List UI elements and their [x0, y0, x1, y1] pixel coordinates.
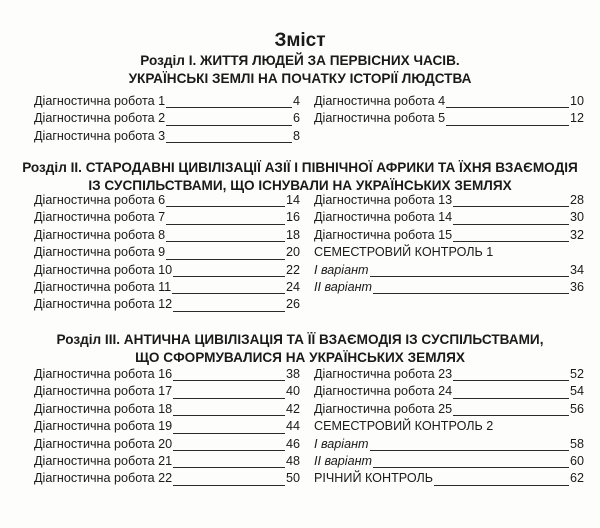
toc-leader-line	[173, 380, 285, 381]
toc-entry	[34, 93, 300, 110]
toc-entry	[34, 401, 300, 418]
toc-leader-line	[453, 398, 569, 399]
toc-entry-label: Діагностична робота 10	[34, 262, 173, 277]
toc-leader-line	[173, 415, 285, 416]
toc-entry-page-number: 26	[285, 297, 300, 312]
toc-entry-label: Діагностична робота 20	[34, 436, 173, 451]
toc-entry	[34, 128, 300, 145]
toc-entry-label: СЕМЕСТРОВИЙ КОНТРОЛЬ 2	[314, 419, 494, 434]
toc-entry-page-number: 44	[285, 419, 300, 434]
toc-entry-label: Діагностична робота 5	[314, 111, 446, 126]
toc-entry-label: Діагностична робота 12	[34, 297, 173, 312]
toc-entry-label: Діагностична робота 6	[34, 193, 166, 207]
toc-leader-line	[446, 125, 569, 126]
toc-entry-page-number: 48	[285, 453, 300, 468]
toc-entry	[34, 366, 300, 383]
toc-entry	[314, 110, 584, 127]
toc-entry-label: Діагностична робота 15	[314, 227, 453, 242]
toc-entry-label: Діагностична робота 1	[34, 94, 166, 108]
section-3-right-column	[314, 366, 584, 488]
toc-entry	[314, 244, 584, 261]
toc-leader-line	[173, 467, 285, 468]
toc-leader-line	[166, 224, 285, 225]
toc-entry-label: РІЧНИЙ КОНТРОЛЬ	[314, 471, 434, 486]
toc-entry-label: СЕМЕСТРОВИЙ КОНТРОЛЬ 1	[314, 245, 494, 260]
toc-entry-label: Діагностична робота 17	[34, 384, 173, 399]
toc-entry	[34, 227, 300, 244]
toc-entry	[34, 436, 300, 453]
toc-entry	[314, 93, 584, 110]
section-2-left-column	[34, 192, 300, 314]
toc-entry-page-number: 34	[569, 262, 584, 277]
section-3-heading	[20, 331, 580, 367]
toc-entry	[314, 470, 584, 487]
toc-leader-line	[166, 241, 285, 242]
toc-entry	[34, 296, 300, 313]
toc-entry-page-number: 62	[569, 471, 584, 486]
toc-entry	[34, 418, 300, 435]
toc-entry	[314, 209, 584, 226]
toc-entry-label: Діагностична робота 25	[314, 401, 453, 416]
toc-leader-line	[370, 276, 569, 277]
toc-entry-page-number: 52	[569, 367, 584, 381]
toc-entry-page-number: 14	[285, 193, 300, 207]
toc-entry-label: Діагностична робота 24	[314, 384, 453, 399]
toc-entry	[34, 279, 300, 296]
toc-leader-line	[453, 206, 569, 207]
toc-entry	[314, 192, 584, 209]
toc-entry	[314, 279, 584, 296]
toc-leader-line	[434, 485, 569, 486]
section-2-right-column	[314, 192, 584, 296]
toc-leader-line	[166, 142, 292, 143]
toc-entry	[34, 110, 300, 127]
toc-entry-label: Діагностична робота 14	[314, 210, 453, 225]
toc-entry	[314, 401, 584, 418]
toc-leader-line	[173, 485, 285, 486]
toc-entry	[314, 436, 584, 453]
toc-entry	[314, 418, 584, 435]
toc-leader-line	[453, 380, 569, 381]
section-1-right-column	[314, 93, 584, 128]
toc-entry-page-number: 20	[285, 245, 300, 260]
toc-entry	[34, 209, 300, 226]
toc-leader-line	[453, 241, 569, 242]
toc-entry-label: Діагностична робота 19	[34, 419, 173, 434]
toc-entry-page-number: 38	[285, 367, 300, 381]
toc-entry	[314, 227, 584, 244]
section-2-heading	[20, 159, 580, 195]
toc-entry	[34, 244, 300, 261]
section-1-heading-line2: УКРАЇНСЬКІ ЗЕМЛІ НА ПОЧАТКУ ІСТОРІЇ ЛЮДСТВА	[128, 71, 472, 86]
toc-entry-label: Діагностична робота 3	[34, 128, 166, 143]
toc-leader-line	[173, 276, 285, 277]
toc-entry	[34, 383, 300, 400]
toc-entry-page-number: 30	[569, 210, 584, 225]
toc-entry-page-number: 12	[569, 111, 584, 126]
toc-leader-line	[166, 125, 292, 126]
toc-entry	[34, 262, 300, 279]
toc-entry-label: Діагностична робота 21	[34, 453, 173, 468]
toc-entry-page-number: 58	[569, 436, 584, 451]
toc-entry-label: Діагностична робота 4	[314, 94, 446, 108]
toc-entry-page-number: 4	[292, 94, 300, 108]
toc-entry	[314, 383, 584, 400]
toc-leader-line	[172, 293, 285, 294]
toc-entry-label: Діагностична робота 9	[34, 245, 166, 260]
toc-leader-line	[373, 293, 569, 294]
toc-entry	[34, 453, 300, 470]
toc-entry-label: Діагностична робота 11	[34, 279, 172, 294]
toc-leader-line	[453, 224, 569, 225]
toc-entry-page-number: 16	[285, 210, 300, 225]
toc-leader-line	[173, 450, 285, 451]
toc-entry-page-number: 10	[569, 94, 584, 108]
toc-leader-line	[373, 467, 569, 468]
toc-entry-label: Діагностична робота 18	[34, 401, 173, 416]
toc-entry-label: ІІ варіант	[314, 453, 373, 468]
toc-entry	[314, 453, 584, 470]
section-3-heading-line1: Розділ ІІІ. АНТИЧНА ЦИВІЛІЗАЦІЯ ТА ЇЇ ВЗАЄМОДІЯ ІЗ СУСПІЛЬСТВАМИ,	[56, 332, 544, 347]
section-1-heading	[20, 52, 580, 88]
toc-entry-page-number: 8	[292, 128, 300, 143]
section-1-heading-line1: Розділ І. ЖИТТЯ ЛЮДЕЙ ЗА ПЕРВІСНИХ ЧАСІВ.	[140, 53, 460, 68]
toc-entry-label: Діагностична робота 22	[34, 471, 173, 486]
toc-entry-label: Діагностична робота 23	[314, 367, 453, 381]
toc-entry-page-number: 24	[285, 279, 300, 294]
toc-leader-line	[370, 450, 569, 451]
section-3-heading-line2: ЩО СФОРМУВАЛИСЯ НА УКРАЇНСЬКИХ ЗЕМЛЯХ	[135, 350, 465, 365]
toc-leader-line	[453, 415, 569, 416]
toc-entry	[314, 262, 584, 279]
toc-entry-page-number: 50	[285, 471, 300, 486]
toc-entry-page-number: 28	[569, 193, 584, 207]
toc-entry	[34, 192, 300, 209]
toc-entry-page-number: 22	[285, 262, 300, 277]
toc-entry-page-number: 42	[285, 401, 300, 416]
toc-entry	[314, 366, 584, 383]
toc-leader-line	[166, 206, 285, 207]
toc-entry-page-number: 54	[569, 384, 584, 399]
section-2-heading-line2: ІЗ СУСПІЛЬСТВАМИ, ЩО ІСНУВАЛИ НА УКРАЇНСЬКИХ ЗЕМЛЯХ	[88, 178, 512, 193]
section-1-left-column	[34, 93, 300, 145]
toc-entry-label: Діагностична робота 2	[34, 111, 166, 126]
section-2-heading-line1: Розділ ІІ. СТАРОДАВНІ ЦИВІЛІЗАЦІЇ АЗІЇ І ПІВНІЧНОЇ АФРИКИ ТА ЇХНЯ ВЗАЄМОДІЯ	[22, 160, 578, 175]
toc-entry-label: Діагностична робота 13	[314, 193, 453, 207]
toc-leader-line	[173, 433, 285, 434]
toc-entry-page-number: 56	[569, 401, 584, 416]
toc-entry	[34, 470, 300, 487]
toc-entry-page-number: 18	[285, 227, 300, 242]
toc-entry-label: Діагностична робота 16	[34, 367, 173, 381]
toc-entry-label: Діагностична робота 7	[34, 210, 166, 225]
toc-entry-label: І варіант	[314, 262, 369, 277]
toc-entry-page-number: 60	[569, 453, 584, 468]
toc-leader-line	[173, 311, 285, 312]
toc-entry-label: Діагностична робота 8	[34, 227, 166, 242]
toc-leader-line	[446, 107, 569, 108]
toc-leader-line	[166, 107, 292, 108]
toc-entry-page-number: 36	[569, 279, 584, 294]
toc-entry-page-number: 32	[569, 227, 584, 242]
section-3-left-column	[34, 366, 300, 488]
toc-leader-line	[166, 259, 285, 260]
toc-entry-page-number: 40	[285, 384, 300, 399]
toc-entry-label: І варіант	[314, 436, 369, 451]
toc-entry-page-number: 46	[285, 436, 300, 451]
toc-entry-page-number: 6	[292, 111, 300, 126]
page-title: Зміст	[274, 30, 326, 51]
toc-leader-line	[173, 398, 285, 399]
toc-entry-label: ІІ варіант	[314, 279, 373, 294]
